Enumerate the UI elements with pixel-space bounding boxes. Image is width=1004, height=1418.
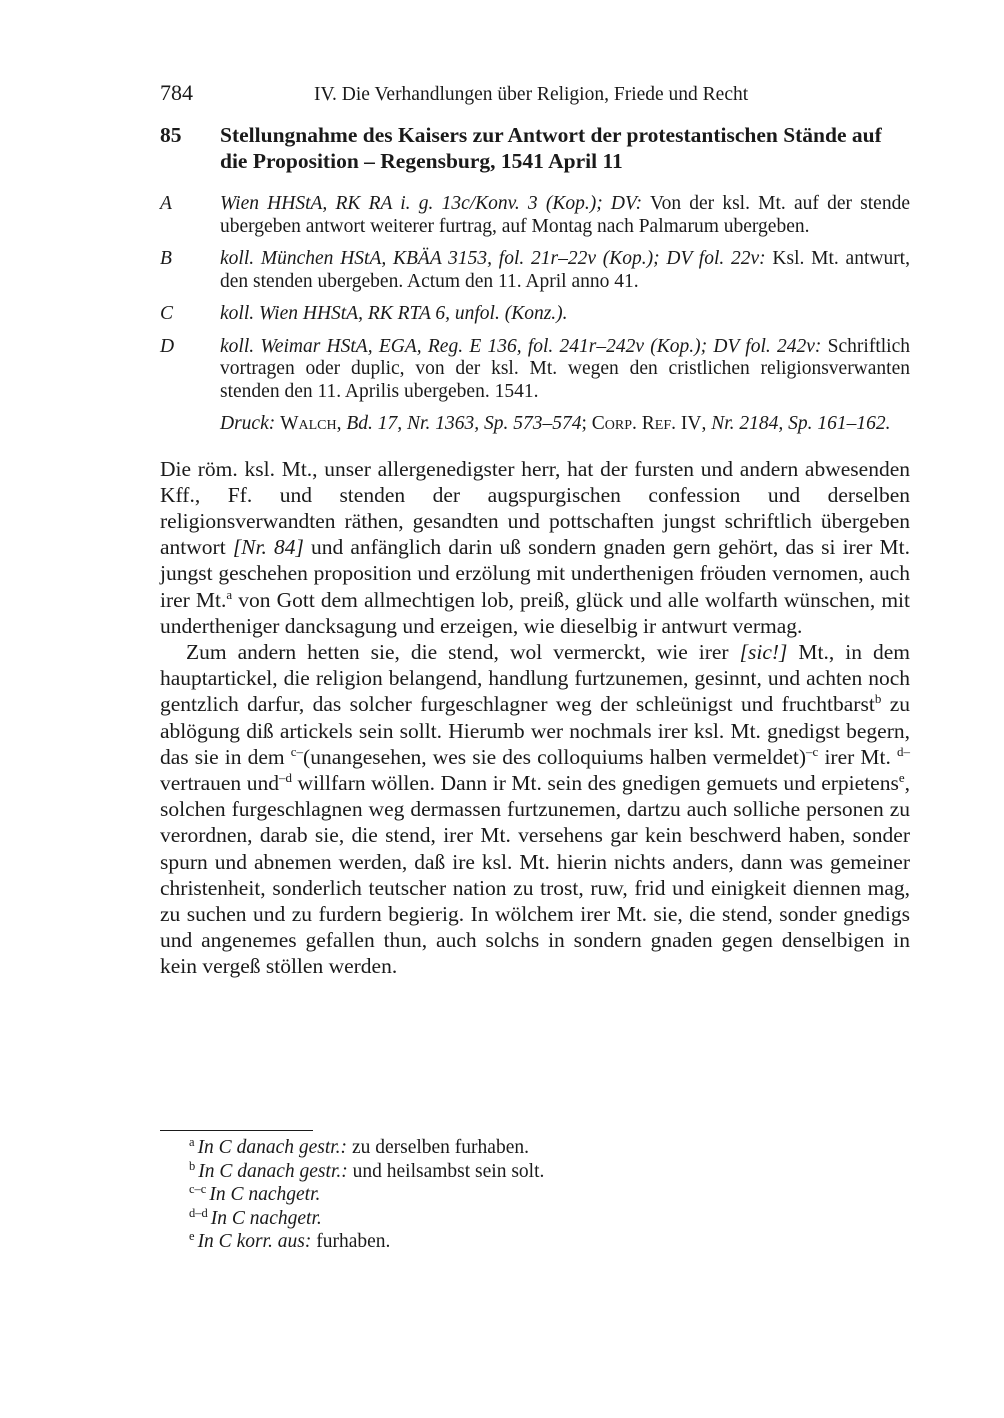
source-dorsal-text: Schriftlich vortragen oder duplic, von der ksl. Mt. wegen den cristlichen religionsverwanten stenden den 11. Aprilis ubergeben. 1541. [220,335,910,402]
cross-reference: [Nr. 84] [232,535,304,560]
source-entry-b [160,248,910,293]
footnote-marker: –c [806,743,819,759]
source-entry-c [160,303,910,326]
print-ref-detail: Nr. 2184, Sp. 161–162. [711,413,891,434]
footnote [189,1136,909,1160]
footnote-apparatus: In C korr. aus: [197,1231,312,1253]
print-ref-author: Corp. Ref. IV [591,413,702,434]
text-run: Mt., in dem hauptartickel, die religion belangend, handlung furtzunemen, gesinnt, und achten noch gentzlich darfur, das solcher furgeschlagner weg der schleünigst und fruchtbarst [160,639,910,717]
text-run: willfarn wöllen. Dann ir Mt. sein des gnedigen gemuets und erpietens [291,770,899,795]
source-description [220,303,910,326]
editorial-note: [sic!] [739,639,788,664]
running-title: IV. Die Verhandlungen über Religion, Friede und Recht [314,84,749,105]
page [160,78,910,980]
source-archive: koll. Weimar HStA, EGA, Reg. E 136, fol. 241r–242v (Kop.); DV fol. 242v: [220,335,822,357]
text-run: und anfänglich darin uß sondern gnaden gern gehört, das si irer Mt. jungst geschehen proposition und erzölung mit underthenigen fröuden vernomen, auch irer Mt. [160,535,910,612]
source-list [160,193,910,403]
footnote-mark: e [189,1229,195,1244]
source-dorsal-text: Ksl. Mt. antwurt, den stenden ubergeben. Actum den 11. April anno 41. [220,248,910,292]
source-archive: koll. Wien HHStA, RK RTA 6, unfol. (Konz.). [220,303,568,324]
footnote [189,1207,909,1231]
running-head [160,78,910,108]
text-run: vertrauen und [160,770,279,795]
source-description [220,336,910,404]
document-number: 85 [160,123,182,147]
text-run: irer Mt. [818,744,897,769]
page-number: 784 [160,80,193,105]
text-run: zu ablögung diß artickels sein sollt. Hierumb wer nochmals irer ksl. Mt. gnedigst begern, das sie in dem [160,692,910,769]
source-description [220,193,910,238]
footnote-marker: b [874,691,882,707]
document-text [160,456,910,980]
footnote-mark: a [189,1135,195,1149]
source-entry-d [160,336,910,404]
footnote-marker: e [898,769,905,785]
footnote-mark: b [189,1158,196,1173]
source-siglum: B [160,248,172,269]
print-ref-author: Walch [280,413,337,434]
document-title: Stellungnahme des Kaisers zur Antwort der protestantischen Stände auf die Proposition – Regensburg, 1541 April 11 [220,123,882,173]
text-run: Zum andern hetten sie, die stend, wol vermerckt, wie irer [186,639,740,664]
paragraph-1 [160,456,910,639]
footnote [189,1183,909,1207]
footnote-apparatus: In C danach gestr.: [198,1160,348,1182]
source-archive: koll. München HStA, KBÄA 3153, fol. 21r–22v (Kop.); DV fol. 22v: [220,248,766,269]
print-ref-detail: Bd. 17, Nr. 1363, Sp. 573–574 [346,413,582,434]
print-references: Druck: Walch, Bd. 17, Nr. 1363, Sp. 573–574; Corp. Ref. IV, Nr. 2184, Sp. 161–162. [220,413,891,434]
paragraph-2 [160,639,910,980]
footnote [189,1160,909,1184]
document-heading [160,122,910,174]
source-siglum: C [160,303,174,324]
source-siglum: A [160,193,172,214]
footnote-text: und heilsambst sein solt. [347,1160,545,1182]
source-description [220,248,910,293]
source-entry-a [160,193,910,238]
text-run: (unangesehen, wes sie des colloquiums halben vermeldet) [303,744,807,769]
footnote-mark: c–c [189,1182,207,1197]
footnote-marker: c– [290,743,304,759]
footnote-text: furhaben. [311,1231,391,1253]
footnote-mark: d–d [189,1205,208,1220]
footnote-apparatus: In C danach gestr.: [197,1137,348,1158]
footnote-list [189,1136,909,1254]
source-siglum: D [160,335,175,357]
text-run: von Gott dem allmechtigen lob, preiß, glück und alle wolfarth wünschen, mit undertheniger dancksagung und erzeigen, wie dieselbig ir antwurt vermag. [160,587,910,638]
footnote-apparatus: In C nachgetr. [210,1207,322,1229]
footnote-marker: –d [278,769,292,785]
footnote [189,1230,909,1254]
footnote-apparatus: In C nachgetr. [209,1184,321,1206]
footnote-divider [160,1130,313,1131]
text-run: , solchen furgeschlagnen weg dermassen furtzunemen, dartzu auch solliche personen zu verordnen, darab sie, die stend, irer Mt. versehens gar kein beschwerd haben, sonder spurn und abnemen werden, daß ire ksl. Mt. hierin nichts anders, dann was gemeiner christenheit, sonderlich teutscher nation zu trost, ruw, frid und einigkeit diennen mag, zu suchen und zu furdern begierig. In wölchem irer Mt. sie, die stend, sonder gnedigs und angenemes gefallen thun, auch solchs in sondern gnaden gegen denselbigen in kein vergeß stöllen werden. [160,770,910,979]
footnote-marker: d– [897,743,910,759]
footnote-marker: a [226,586,233,602]
footnote-text: zu derselben furhaben. [347,1137,529,1158]
text-run: Die röm. ksl. Mt., unser allergenedigster herr, hat der fursten und andern abwesenden Kff., Ff. und stenden der augspurgischen confession und derselben religionsverwandten räthen, gesandten und pottschaften jungst schriftlich übergeben antwort [160,456,910,560]
source-dorsal-text: Von der ksl. Mt. auf der stende ubergeben antwort weiterer furtrag, auf Montag nach Palmarum ubergeben. [220,193,910,237]
print-label: Druck: [220,413,276,434]
source-archive: Wien HHStA, RK RA i. g. 13c/Konv. 3 (Kop.); DV: [220,193,643,214]
